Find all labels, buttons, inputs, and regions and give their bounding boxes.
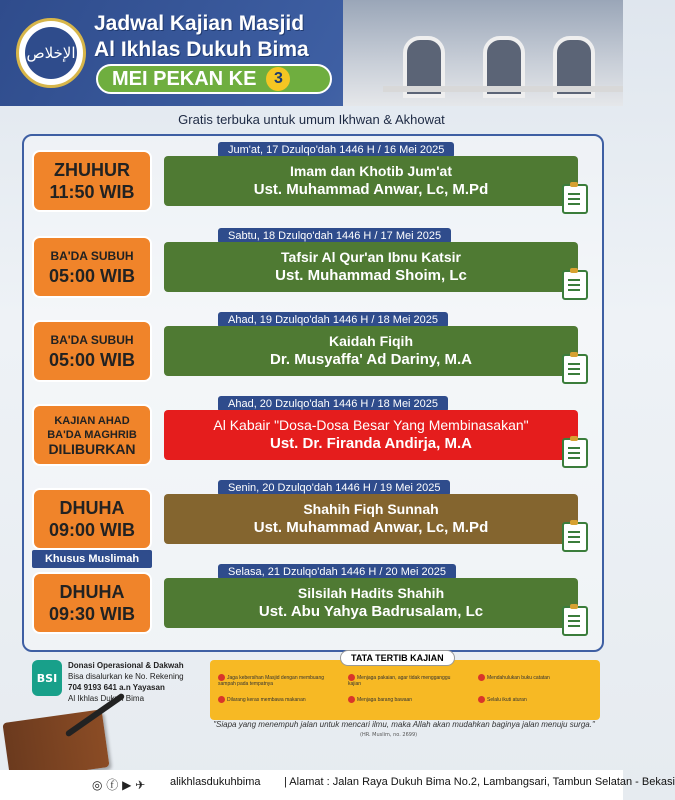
social-handle: alikhlasdukuhbima	[170, 776, 261, 788]
hadith-source: (HR. Muslim, no. 2699)	[360, 732, 418, 738]
clipboard-icon	[562, 438, 588, 468]
week-badge	[96, 64, 332, 94]
address-text: | Alamat : Jalan Raya Dukuh Bima No.2, Lambangsari, Tambun Selatan - Bekasi	[284, 776, 675, 788]
kajian-content	[164, 494, 578, 544]
donation-account: 704 9193 641 a.n Yayasan	[68, 683, 165, 692]
rules-title: TATA TERTIB KAJIAN	[340, 650, 455, 666]
donation-line: Bisa disalurkan ke No. Rekening	[68, 672, 184, 681]
schedule-row	[32, 312, 594, 380]
date-label: Ahad, 19 Dzulqo'dah 1446 H / 18 Mei 2025	[218, 312, 448, 328]
kajian-speaker: Ust. Muhammad Shoim, Lc	[275, 267, 467, 284]
rule-item: Jaga kebersihan Masjid dengan membuang sampah pada tempatnya	[218, 674, 325, 687]
time-label: KAJIAN AHAD	[54, 414, 130, 427]
time-box	[32, 150, 152, 212]
time-value: 11:50 WIB	[49, 182, 135, 202]
audience-note: Khusus Muslimah	[32, 550, 152, 568]
trash-icon	[218, 674, 225, 681]
bag-icon	[348, 696, 355, 703]
clipboard-icon	[562, 606, 588, 636]
rule-item: Menjaga barang bawaan	[348, 696, 460, 703]
kajian-speaker: Ust. Dr. Firanda Andirja, M.A	[270, 435, 472, 452]
kajian-content	[164, 156, 578, 206]
balcony-rail	[383, 86, 623, 92]
rule-item: Mendahulukan buku catatan	[478, 674, 590, 681]
bsi-logo: BSI	[32, 660, 62, 696]
date-label: Senin, 20 Dzulqo'dah 1446 H / 19 Mei 2025	[218, 480, 450, 496]
time-label: DHUHA	[59, 498, 125, 518]
rule-item: Menjaga pakaian, agar tidak mengganggu kajian	[348, 674, 451, 687]
time-label-2: BA'DA MAGHRIB	[47, 428, 137, 441]
date-label: Selasa, 21 Dzulqo'dah 1446 H / 20 Mei 2025	[218, 564, 456, 580]
time-label: BA'DA SUBUH	[50, 249, 134, 263]
cancelled-label: DILIBURKAN	[48, 440, 136, 457]
mosque-building-image	[343, 0, 623, 106]
mosque-logo	[16, 18, 86, 88]
time-label: ZHUHUR	[54, 160, 130, 180]
week-number: 3	[266, 67, 290, 91]
kajian-topic: Al Kabair "Dosa-Dosa Besar Yang Membinasakan"	[213, 417, 529, 433]
kajian-content	[164, 578, 578, 628]
kajian-topic: Silsilah Hadits Shahih	[297, 585, 445, 601]
time-value: 05:00 WIB	[48, 350, 136, 370]
check-icon	[478, 696, 485, 703]
no-food-icon	[218, 696, 225, 703]
time-value: 09:00 WIB	[48, 520, 136, 540]
time-label: DHUHA	[59, 582, 125, 602]
time-box	[32, 404, 152, 466]
donation-name: Al Ikhlas Dukuh Bima	[68, 694, 145, 703]
time-value: 05:00 WIB	[48, 266, 136, 286]
kajian-speaker: Ust. Muhammad Anwar, Lc, M.Pd	[253, 181, 489, 198]
time-box	[32, 320, 152, 382]
schedule-row	[32, 480, 594, 565]
kajian-topic: Kaidah Fiqih	[329, 333, 413, 349]
rule-item: Selalu ikuti aturan	[478, 696, 590, 703]
social-icons: ◎ ⓕ ▶ ✈	[92, 778, 146, 792]
schedule-row	[32, 564, 594, 632]
donation-text	[68, 660, 184, 704]
kajian-content	[164, 326, 578, 376]
clipboard-icon	[562, 522, 588, 552]
time-box	[32, 572, 152, 634]
subtitle: Gratis terbuka untuk umum Ikhwan & Akhowat	[178, 112, 445, 127]
time-value: 09:30 WIB	[48, 604, 136, 624]
rules-panel	[210, 653, 600, 720]
schedule-row-cancelled	[32, 396, 594, 464]
kajian-content	[164, 410, 578, 460]
date-label: Ahad, 20 Dzulqo'dah 1446 H / 18 Mei 2025	[218, 396, 448, 412]
date-label: Sabtu, 18 Dzulqo'dah 1446 H / 17 Mei 2025	[218, 228, 451, 244]
time-box	[32, 488, 152, 550]
kajian-topic: Shahih Fiqh Sunnah	[303, 501, 439, 517]
clipboard-icon	[562, 354, 588, 384]
kajian-speaker: Ust. Muhammad Anwar, Lc, M.Pd	[253, 519, 489, 536]
page-title-line2: Al Ikhlas Dukuh Bima	[94, 38, 309, 61]
kajian-topic: Imam dan Khotib Jum'at	[289, 163, 452, 179]
shirt-icon	[348, 674, 355, 681]
page-title-line1: Jadwal Kajian Masjid	[94, 12, 305, 35]
donation-heading: Donasi Operasional & Dakwah	[68, 661, 184, 670]
clipboard-icon	[562, 270, 588, 300]
schedule-row	[32, 228, 594, 296]
week-label: MEI PEKAN KE	[112, 67, 257, 90]
kajian-topic: Tafsir Al Qur'an Ibnu Katsir	[281, 249, 461, 265]
logo-text: الإخلاص	[25, 27, 77, 79]
header-banner	[0, 0, 623, 106]
time-label: BA'DA SUBUH	[50, 333, 134, 347]
clipboard-icon	[562, 184, 588, 214]
rule-item: Dilarang keras membawa makanan	[218, 696, 330, 703]
time-box	[32, 236, 152, 298]
kajian-content	[164, 242, 578, 292]
schedule-row	[32, 142, 594, 210]
kajian-speaker: Ust. Abu Yahya Badrusalam, Lc	[258, 603, 484, 620]
kajian-speaker: Dr. Musyaffa' Ad Dariny, M.A	[270, 351, 472, 368]
date-label: Jum'at, 17 Dzulqo'dah 1446 H / 16 Mei 2025	[218, 142, 454, 158]
hadith-quote: "Siapa yang menempuh jalan untuk mencari ilmu, maka Allah akan mudahkan baginya jalan menuju surga."	[213, 720, 595, 729]
book-icon	[478, 674, 485, 681]
